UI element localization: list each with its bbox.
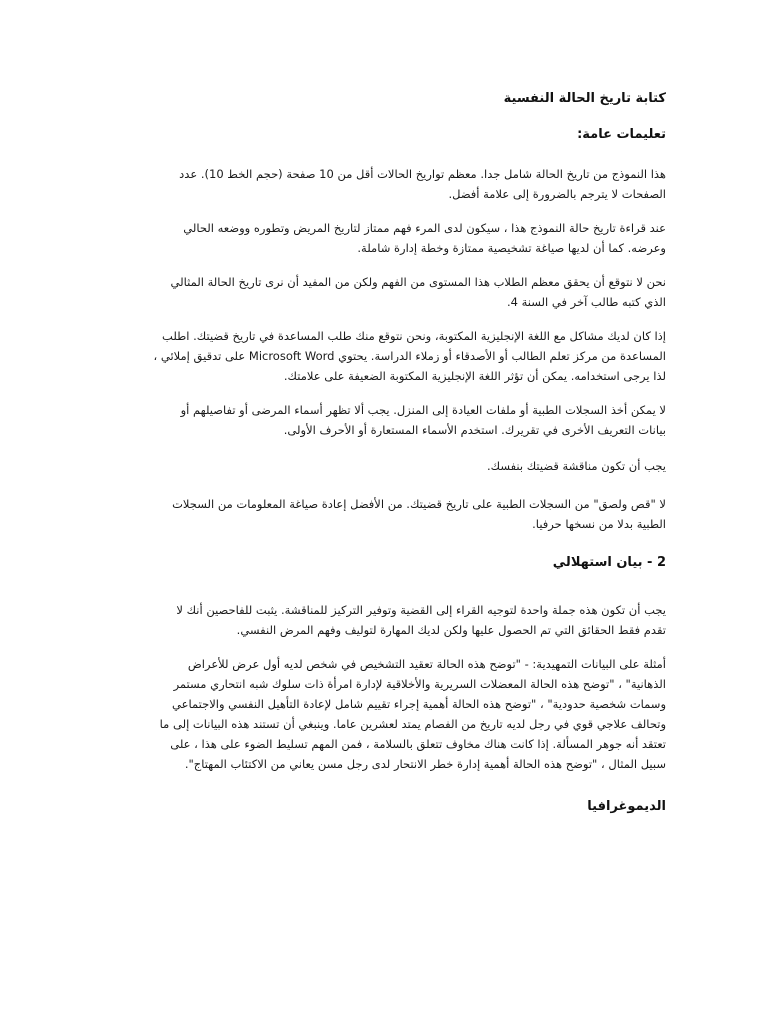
paragraph-sample-quality: عند قراءة تاريخ حالة النموذج هذا ، سيكون لدى المرء فهم ممتاز لتاريخ المريض وتطوره ووضعه الحالي وعرضه. كما أن لديها صياغة تشخيصية ممتازة وخطة إدارة شاملة.: [183, 221, 666, 255]
section-demographics-heading: الديموغرافيا: [587, 799, 666, 814]
instructions-heading: تعليمات عامة:: [577, 127, 666, 142]
section-2-heading: 2 - بيان استهلالي: [552, 555, 666, 570]
document-title: كتابة تاريخ الحالة النفسية: [503, 91, 666, 106]
paragraph-no-copy-paste: لا "قص ولصق" من السجلات الطبية على تاريخ قضيتك. من الأفضل إعادة صياغة المعلومات من السجلات الطبية بدلا من نسخها حرفيا.: [172, 497, 666, 531]
document-body: [152, 88, 666, 818]
paragraph-opening-statement: يجب أن تكون هذه جملة واحدة لتوجيه القراء إلى القضية وتوفير التركيز للمناقشة. يثبت للفاحصين أنك لا تقدم فقط الحقائق التي تم الحصول عليها ولكن لديك المهارة لتوليف وفهم المرض النفسي.: [176, 603, 666, 637]
paragraph-page-count: هذا النموذج من تاريخ الحالة شامل جدا. معظم تواريخ الحالات أقل من 10 صفحة (حجم الخط 10). عدد الصفحات لا يترجم بالضرورة إلى علامة أفضل.: [179, 167, 666, 201]
paragraph-expectations: نحن لا نتوقع أن يحقق معظم الطلاب هذا المستوى من الفهم ولكن من المفيد أن نرى تاريخ الحالة المثالي الذي كتبه طالب آخر في السنة 4.: [170, 275, 666, 309]
paragraph-privacy: لا يمكن أخذ السجلات الطبية أو ملفات العيادة إلى المنزل. يجب ألا تظهر أسماء المرضى أو تفاصيلهم أو بيانات التعريف الأخرى في تقريرك. استخدم الأسماء المستعارة أو الأحرف الأولى.: [180, 403, 666, 437]
paragraph-opening-examples: أمثلة على البيانات التمهيدية: - "توضح هذه الحالة تعقيد التشخيص في شخص لديه أول عرض للأعراض الذهانية" ، "توضح هذه الحالة المعضلات السريرية والأخلاقية لإدارة امرأة ذات سلوك شبه انتحاري مستمر وسمات شخصية حدودية" ، "توضح هذه الحالة أهمية إجراء تقييم شامل لإعادة التأهيل النفسي والاجتماعي وتحالف علاجي قوي في رجل لديه تاريخ من الفصام يمتد لعشرين عاما. وينبغي أن تستند هذه البيانات إلى ما تعتقد أنه جوهر المسألة. إذا كانت هناك مخاوف تتعلق بالسلامة ، فمن المهم تسليط الضوء على هذا ، على سبيل المثال ، "توضح هذه الحالة أهمية إدارة خطر الانتحار لدى رجل مسن يعاني من الاكتئاب المهتاج".: [159, 657, 666, 771]
paragraph-english-help: إذا كان لديك مشاكل مع اللغة الإنجليزية المكتوبة، ونحن نتوقع منك طلب المساعدة في تاريخ قضيتك. اطلب المساعدة من مركز تعلم الطالب أو الأصدقاء أو زملاء الدراسة. يحتوي Microsoft Word على تدقيق إملائي ، لذا يرجى استخدامه. يمكن أن تؤثر اللغة الإنجليزية المكتوبة الضعيفة على علامتك.: [153, 329, 666, 383]
paragraph-own-discussion: يجب أن تكون مناقشة قضيتك بنفسك.: [486, 459, 666, 473]
